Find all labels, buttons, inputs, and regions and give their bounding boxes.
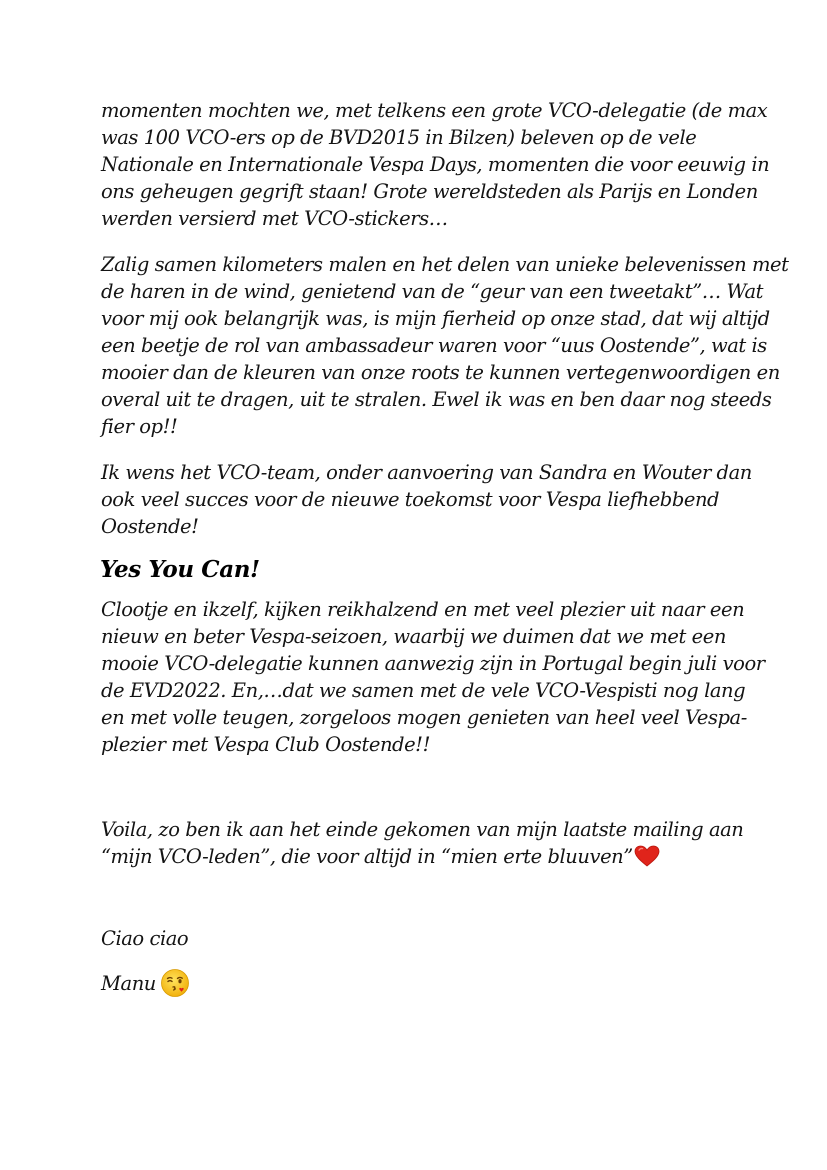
text-line: mooie VCO-delegatie kunnen aanwezig zijn in Portugal begin juli voor: [101, 652, 765, 675]
text-line: de haren in de wind, genietend van de “geur van een tweetakt”… Wat: [101, 280, 764, 303]
paragraph-memories: [101, 97, 770, 232]
face-blowing-kiss-icon: [160, 968, 190, 998]
text-line: Oostende!: [101, 515, 199, 538]
text-line: nieuw en beter Vespa-seizoen, waarbij we duimen dat we met een: [101, 625, 726, 648]
paragraph-future: [101, 596, 765, 758]
text-line: ook veel succes voor de nieuwe toekomst voor Vespa liefhebbend: [101, 488, 720, 511]
paragraph-farewell: [101, 816, 761, 870]
text-line: Clootje en ikzelf, kijken reikhalzend en met veel plezier uit naar een: [101, 598, 745, 621]
text-line: werden versierd met VCO-stickers…: [101, 207, 448, 230]
text-line: ons geheugen gegrift staan! Grote wereldsteden als Parijs en Londen: [101, 180, 758, 203]
signature-text: Manu: [101, 972, 156, 995]
text-line: een beetje de rol van ambassadeur waren voor “uus Oostende”, wat is: [101, 334, 767, 357]
text-line: was 100 VCO-ers op de BVD2015 in Bilzen) beleven op de vele: [101, 126, 697, 149]
text-line: Zalig samen kilometers malen en het delen van unieke belevenissen met: [101, 253, 789, 276]
text-fragment: “mijn VCO-leden”, die voor altijd in “mien erte bluuven”: [101, 845, 633, 868]
text-line: plezier met Vespa Club Oostende!!: [101, 733, 430, 756]
text-line: mooier dan de kleuren van onze roots te kunnen vertegenwoordigen en: [101, 361, 780, 384]
signature-with-emoji: [101, 968, 761, 998]
text-line: Voila, zo ben ik aan het einde gekomen van mijn laatste mailing aan: [101, 818, 744, 841]
text-line: overal uit te dragen, uit te stralen. Ewel ik was en ben daar nog steeds: [101, 388, 772, 411]
paragraph-wishes: [101, 459, 761, 540]
text-line: de EVD2022. En,…dat we samen met de vele VCO-Vespisti nog lang: [101, 679, 746, 702]
signature-line: [101, 968, 761, 998]
text-line: Nationale en Internationale Vespa Days, momenten die voor eeuwig in: [101, 153, 770, 176]
text-line: voor mij ook belangrijk was, is mijn fierheid op onze stad, dat wij altijd: [101, 307, 770, 330]
closing-line: [101, 925, 761, 952]
heart-icon: [634, 845, 660, 867]
text-line: Ik wens het VCO-team, onder aanvoering van Sandra en Wouter dan: [101, 461, 752, 484]
text-line: fier op!!: [101, 415, 178, 438]
text-line: en met volle teugen, zorgeloos mogen genieten van heel veel Vespa-: [101, 706, 747, 729]
text-line-with-heart: [101, 843, 761, 870]
closing-text: Ciao ciao: [101, 927, 189, 950]
text-line: momenten mochten we, met telkens een grote VCO-delegatie (de max: [101, 99, 768, 122]
section-heading: Yes You Can!: [100, 556, 260, 583]
paragraph-riding: [101, 251, 789, 440]
